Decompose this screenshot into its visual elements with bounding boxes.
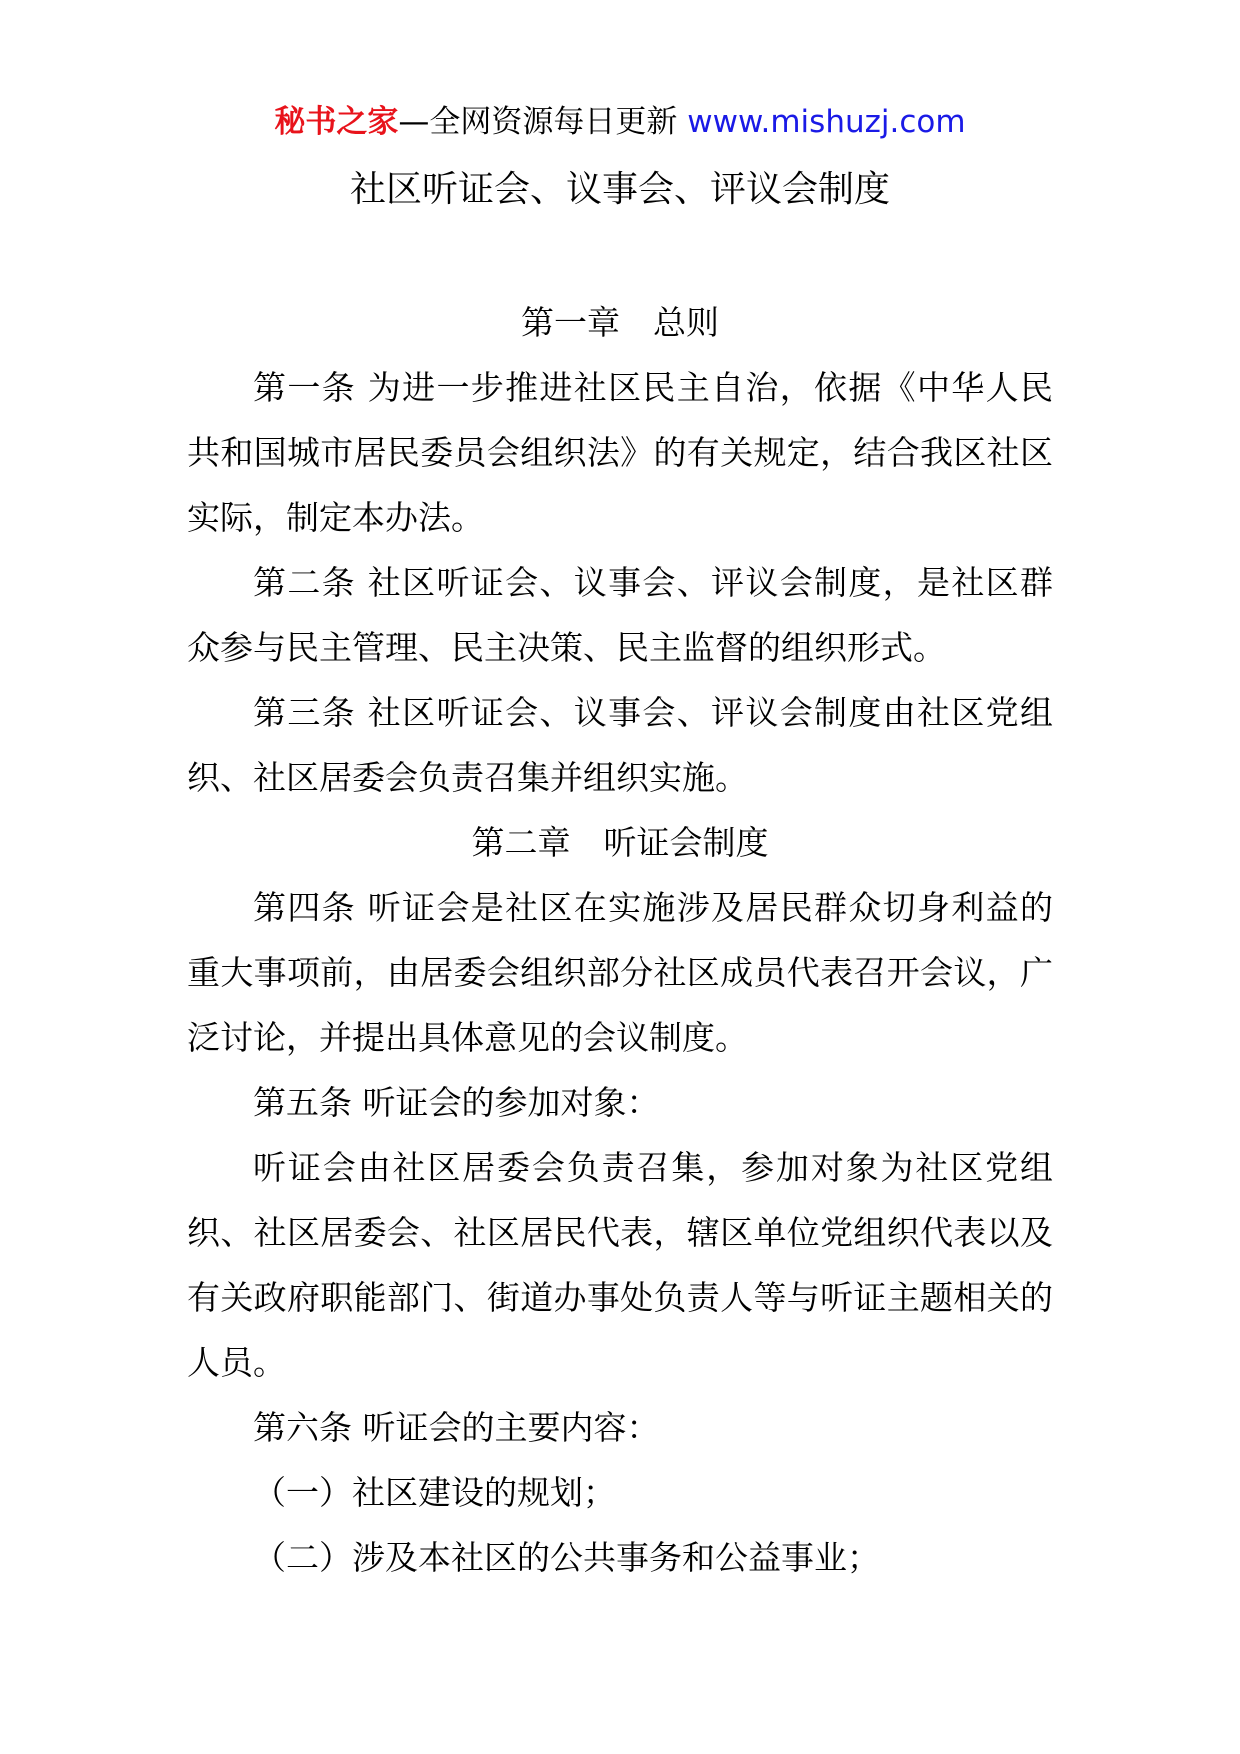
- document-title: 社区听证会、议事会、评议会制度: [349, 169, 890, 210]
- article-1: 第一条 为进一步推进社区民主自治，依据《中华人民共和国城市居民委员会组织法》的有关规定，结合我区社区实际，制定本办法。: [187, 368, 1053, 537]
- document-body: [187, 290, 1053, 1590]
- article-6: 第六条 听证会的主要内容：: [253, 1408, 660, 1447]
- article-5-body: 听证会由社区居委会负责召集，参加对象为社区党组织、社区居委会、社区居民代表，辖区单位党组织代表以及有关政府职能部门、街道办事处负责人等与听证主题相关的人员。: [187, 1148, 1053, 1382]
- chapter-heading-1: 第一章 总则: [521, 303, 719, 342]
- list-item-1: （一）社区建设的规划；: [253, 1473, 616, 1512]
- list-item-2: （二）涉及本社区的公共事务和公益事业；: [253, 1538, 880, 1577]
- chapter-heading-2: 第二章 听证会制度: [471, 823, 769, 862]
- article-2: 第二条 社区听证会、议事会、评议会制度，是社区群众参与民主管理、民主决策、民主监督的组织形式。: [187, 563, 1053, 667]
- article-5: 第五条 听证会的参加对象：: [253, 1083, 660, 1122]
- article-4: 第四条 听证会是社区在实施涉及居民群众切身利益的重大事项前，由居委会组织部分社区成员代表召开会议，广泛讨论，并提出具体意见的会议制度。: [187, 888, 1053, 1057]
- header-slogan: —全网资源每日更新: [398, 104, 688, 140]
- site-header: [0, 98, 1240, 146]
- article-3: 第三条 社区听证会、议事会、评议会制度由社区党组织、社区居委会负责召集并组织实施。: [187, 693, 1053, 797]
- site-url[interactable]: www.mishuzj.com: [687, 104, 966, 140]
- brand-name: 秘书之家: [274, 104, 399, 140]
